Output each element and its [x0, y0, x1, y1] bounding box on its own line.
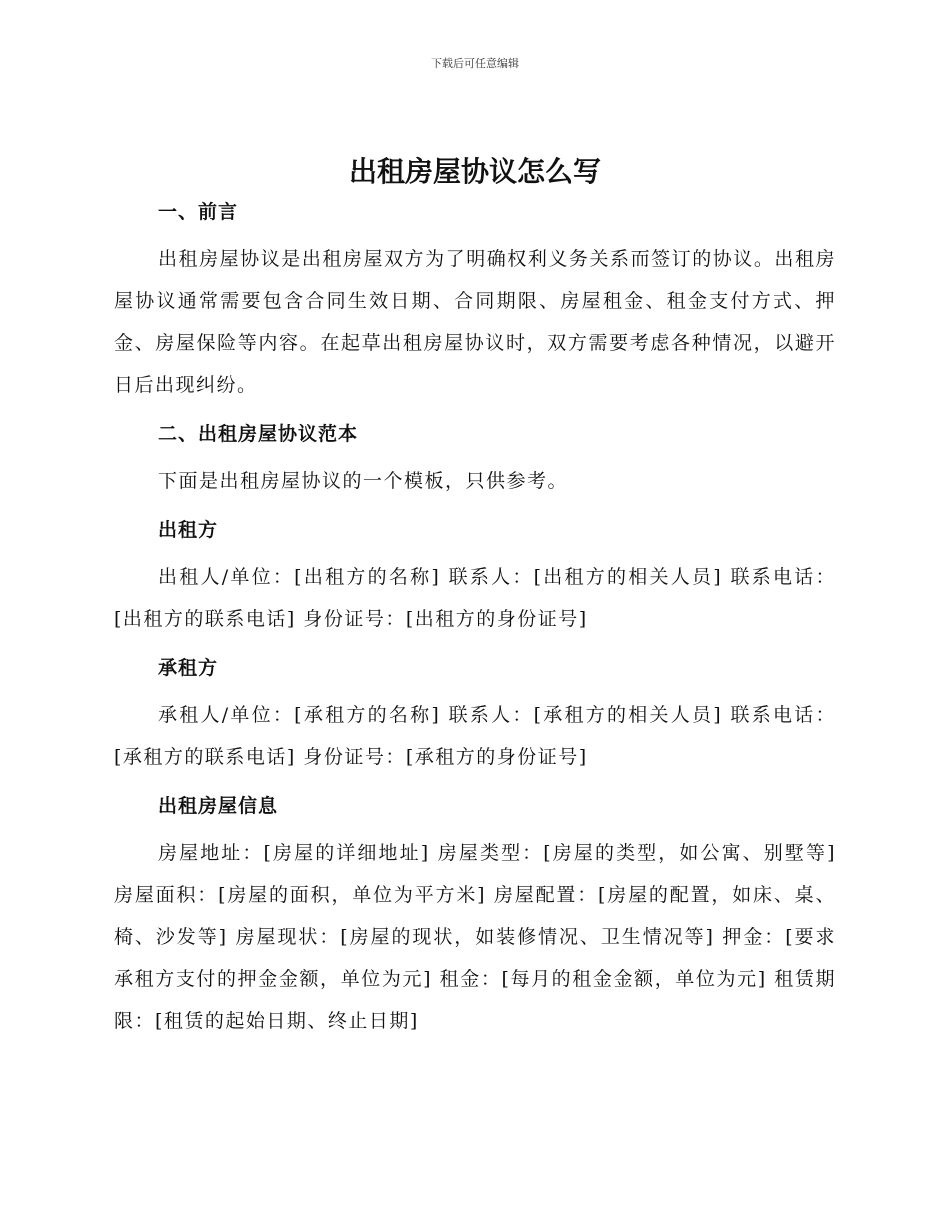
section-heading-preface: 一、前言	[158, 201, 239, 223]
header-note: 下载后可任意编辑	[431, 57, 519, 70]
document-title: 出租房屋协议怎么写	[348, 155, 601, 188]
document-body	[114, 196, 836, 1042]
lessor-paragraph: 出租人/单位：[出租方的名称] 联系人：[出租方的相关人员] 联系电话：[出租方的联系电话] 身份证号：[出租方的身份证号]	[114, 566, 836, 630]
lessee-paragraph: 承租人/单位：[承租方的名称] 联系人：[承租方的相关人员] 联系电话：[承租方的联系电话] 身份证号：[承租方的身份证号]	[114, 704, 836, 768]
property-paragraph: 房屋地址：[房屋的详细地址] 房屋类型：[房屋的类型，如公寓、别墅等] 房屋面积：[房屋的面积，单位为平方米] 房屋配置：[房屋的配置，如床、桌、椅、沙发等] 房屋现状：[房屋的现状，如装修情况、卫生情况等] 押金：[要求承租方支付的押金金额，单位为元] 租金：[每月的租金金额，单位为元] 租赁期限：[租赁的起始日期、终止日期]	[114, 842, 836, 1032]
subheading-lessor: 出租方	[158, 519, 219, 541]
subheading-lessee: 承租方	[158, 657, 219, 679]
subheading-property: 出租房屋信息	[158, 795, 279, 817]
preface-paragraph: 出租房屋协议是出租房屋双方为了明确权利义务关系而签订的协议。出租房屋协议通常需要包含合同生效日期、合同期限、房屋租金、租金支付方式、押金、房屋保险等内容。在起草出租房屋协议时，双方需要考虑各种情况，以避开日后出现纠纷。	[114, 248, 836, 396]
section-heading-template: 二、出租房屋协议范本	[158, 423, 359, 445]
template-intro-paragraph: 下面是出租房屋协议的一个模板，只供参考。	[158, 470, 569, 492]
